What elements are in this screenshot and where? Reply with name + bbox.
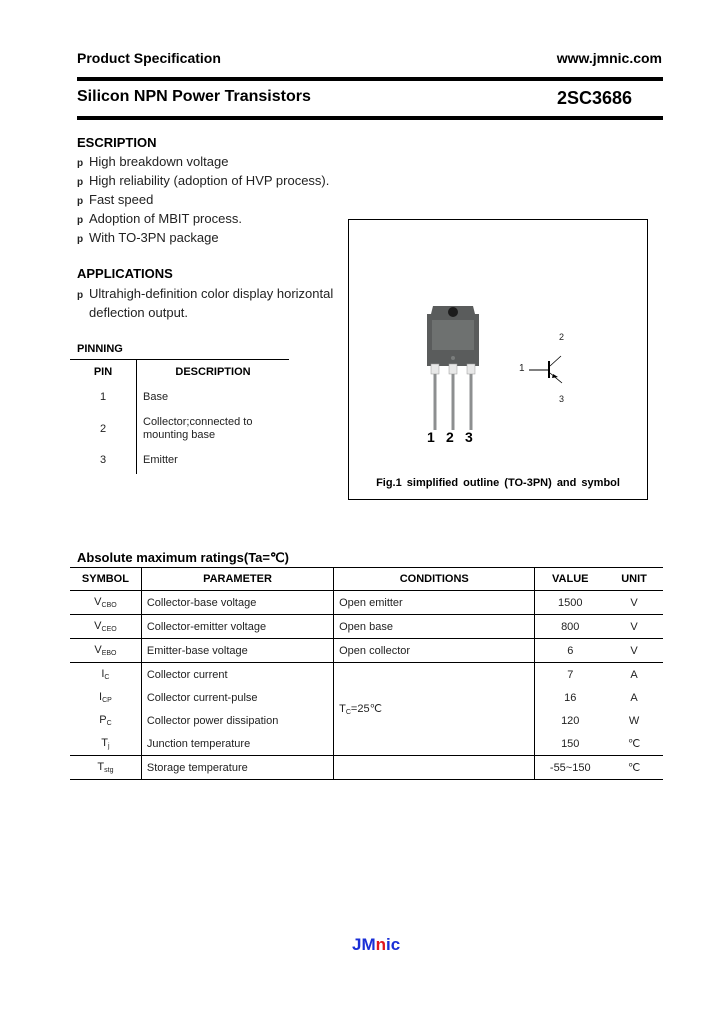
pinning-divider xyxy=(136,359,137,474)
doc-type-label: Product Specification xyxy=(77,50,221,66)
symbol-header: SYMBOL xyxy=(70,568,141,591)
table-row: $P_C$ Collector power dissipation 120 W xyxy=(70,709,663,732)
pinning-title: PINNING xyxy=(77,343,123,355)
parameter-header: PARAMETER xyxy=(141,568,333,591)
unit-header: UNIT xyxy=(605,568,663,591)
conditions-header: CONDITIONS xyxy=(334,568,535,591)
package-pin-label: 3 xyxy=(465,429,473,445)
table-row: $T_j$ Junction temperature 150 ℃ xyxy=(70,732,663,756)
pin-header: PIN xyxy=(93,366,113,378)
applications-title: APPLICATIONS xyxy=(77,266,173,281)
figure-caption: Fig.1 simplified outline (TO-3PN) and symbol xyxy=(376,477,620,489)
shared-conditions-cell: $T_C=25℃$ xyxy=(334,663,535,756)
package-pin-label: 2 xyxy=(446,429,454,445)
value-header: VALUE xyxy=(535,568,605,591)
symbol-pin-base-label: 1 xyxy=(519,363,525,374)
description-title: ESCRIPTION xyxy=(77,135,157,150)
part-number: 2SC3686 xyxy=(557,88,633,108)
header-rule-top xyxy=(77,77,663,81)
table-row: $V_{CBO}$ Collector-base voltage Open emitter 1500 V xyxy=(70,591,663,615)
table-row: $V_{EBO}$ Emitter-base voltage Open collector 6 V xyxy=(70,639,663,663)
list-item-continuation: deflection output. xyxy=(89,305,189,320)
product-line-title: Silicon NPN Power Transistors xyxy=(77,88,311,105)
table-row: $I_{CP}$ Collector current-pulse 16 A xyxy=(70,686,663,709)
list-item: p Fast speed xyxy=(77,190,329,209)
pinning-rule xyxy=(70,359,289,360)
description-list xyxy=(77,152,329,247)
list-item: p High reliability (adoption of HVP process). xyxy=(77,171,329,190)
npn-transistor-symbol-icon xyxy=(529,348,569,388)
table-row: $T_{stg}$ Storage temperature -55~150 ℃ xyxy=(70,756,663,780)
list-item: p Ultrahigh-definition color display horizontal xyxy=(77,284,333,303)
figure-box xyxy=(348,219,648,500)
jmnic-logo: JMnic xyxy=(352,935,401,954)
list-item: p Adoption of MBIT process. xyxy=(77,209,329,228)
table-row: $V_{CEO}$ Collector-emitter voltage Open base 800 V xyxy=(70,615,663,639)
to3pn-package-image xyxy=(423,302,483,432)
list-item: p High breakdown voltage xyxy=(77,152,329,171)
bullet-icon: p xyxy=(77,215,84,226)
website-link[interactable]: www.jmnic.com xyxy=(556,50,662,66)
bullet-icon: p xyxy=(77,234,84,245)
header-rule-bottom xyxy=(77,116,663,120)
bullet-icon: p xyxy=(77,290,84,301)
ratings-title: Absolute maximum ratings(Ta=℃) xyxy=(77,550,289,565)
bullet-icon: p xyxy=(77,177,84,188)
list-item: p With TO-3PN package xyxy=(77,228,329,247)
table-row: $I_C$ Collector current $T_C=25℃$ 7 A xyxy=(70,663,663,687)
symbol-pin-emitter-label: 3 xyxy=(559,394,565,404)
bullet-icon: p xyxy=(77,196,84,207)
package-pin-label: 1 xyxy=(427,429,435,445)
applications-list xyxy=(77,284,333,322)
ratings-header-row xyxy=(70,568,663,591)
bullet-icon: p xyxy=(77,158,84,169)
description-header: DESCRIPTION xyxy=(175,366,251,378)
symbol-pin-collector-label: 2 xyxy=(559,332,565,342)
ratings-table xyxy=(70,567,663,780)
